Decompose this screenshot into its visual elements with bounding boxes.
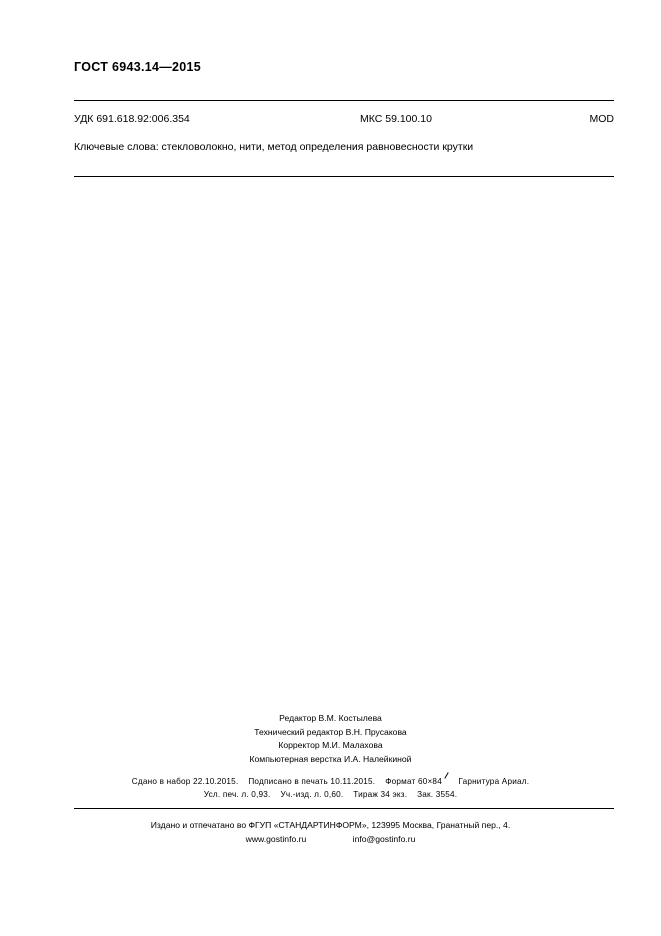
print-info-line-1 — [0, 776, 661, 789]
print-date: Подписано в печать 10.11.2015. — [248, 777, 376, 786]
credit-editor: Редактор В.М. Костылева — [279, 713, 382, 723]
print-info-block — [0, 776, 661, 801]
format: Формат 60×84 — [385, 777, 442, 786]
credit-technical-editor: Технический редактор В.Н. Прусакова — [254, 726, 407, 737]
mod-label: MOD — [589, 113, 614, 125]
standard-title: ГОСТ 6943.14—2015 — [74, 60, 202, 74]
credit-corrector: Корректор М.И. Малахова — [278, 740, 383, 750]
typeset-date: Сдано в набор 22.10.2015. — [131, 777, 239, 786]
udk-code: УДК 691.618.92:006.354 — [74, 113, 190, 125]
format-fraction — [442, 776, 451, 789]
credits-block — [0, 712, 661, 766]
typeface: Гарнитура Ариал. — [458, 777, 530, 786]
divider-top — [74, 100, 614, 101]
divider-footer — [74, 808, 614, 809]
mks-code: МКС 59.100.10 — [360, 113, 432, 125]
publisher-email-link[interactable]: info@gostinfo.ru — [352, 834, 416, 844]
publisher-sheets: Уч.-изд. л. 0,60. — [280, 789, 344, 799]
printed-sheets: Усл. печ. л. 0,93. — [203, 789, 271, 799]
keywords-line: Ключевые слова: стекловолокно, нити, метод определения равновесности крутки — [74, 141, 474, 153]
order-number: Зак. 3554. — [417, 789, 458, 799]
publisher-line: Издано и отпечатано во ФГУП «СТАНДАРТИНФОРМ», 123995 Москва, Гранатный пер., 4. — [150, 820, 511, 830]
divider-bottom — [74, 176, 614, 177]
metadata-row — [74, 113, 614, 125]
publisher-links — [224, 832, 438, 846]
circulation: Тираж 34 экз. — [353, 789, 408, 799]
credit-layout: Компьютерная верстка И.А. Налейкиной — [249, 753, 412, 764]
publisher-website-link[interactable]: www.gostinfo.ru — [245, 834, 307, 844]
publisher-block — [0, 818, 661, 846]
print-info-line-2 — [0, 789, 661, 802]
